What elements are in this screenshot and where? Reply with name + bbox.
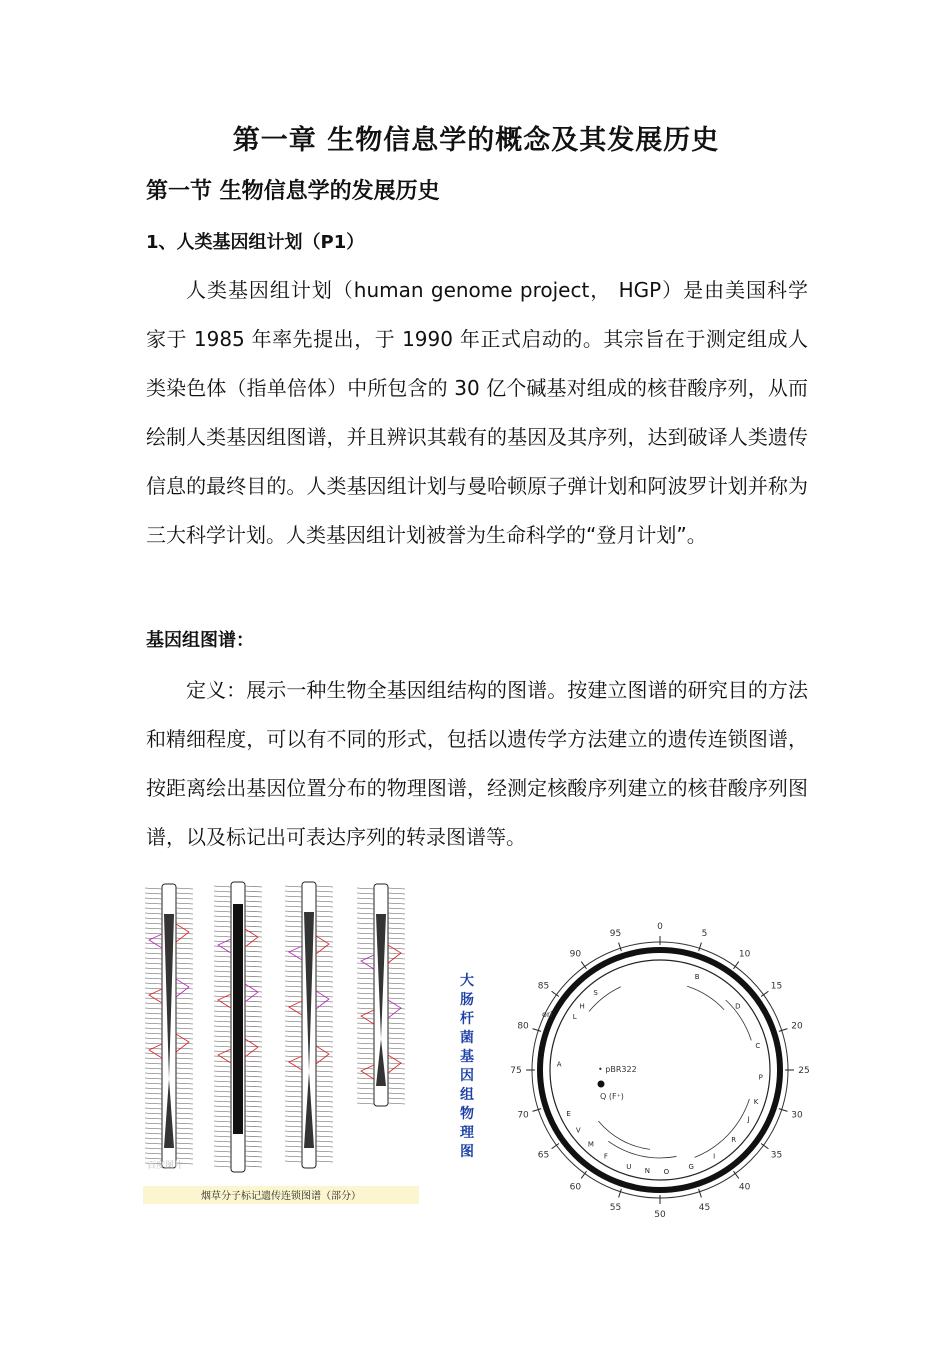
map-tick	[533, 1109, 542, 1112]
linkage-map-image	[143, 872, 419, 1186]
operon-arc	[608, 1141, 676, 1158]
gene-label: N	[644, 1167, 650, 1176]
gene-label: S	[593, 989, 598, 998]
vertical-label-char: 肠	[460, 992, 474, 1008]
vertical-label-char: 物	[460, 1106, 474, 1122]
plasmid-label: • pBR322	[598, 1065, 637, 1074]
gene-label: P	[758, 1073, 763, 1082]
gene-label: L	[572, 1012, 577, 1021]
ori-label: ori	[542, 1010, 553, 1019]
map-tick-label: 95	[609, 929, 622, 940]
linkage-map-caption: 烟草分子标记遗传连锁图谱（部分）	[201, 1191, 361, 1202]
plasmid-dot	[598, 1081, 605, 1088]
gene-label: O	[663, 1167, 670, 1176]
gene-label: K	[753, 1098, 759, 1107]
gene-label: F	[603, 1152, 608, 1161]
operon-arc	[695, 1099, 750, 1157]
operon-arc	[687, 986, 724, 1009]
watermark: 百度图片	[147, 1161, 184, 1171]
chromosome-3	[285, 882, 333, 1168]
gene-label: B	[694, 973, 700, 982]
vertical-label-char: 组	[460, 1087, 474, 1103]
map-tick	[619, 943, 622, 952]
vertical-label-char: 基	[460, 1049, 474, 1065]
vertical-label-char: 杆	[460, 1011, 474, 1027]
gene-label: U	[626, 1163, 632, 1172]
ecoli-physical-map	[454, 893, 810, 1220]
gene-label: E	[566, 1110, 571, 1119]
map-tick-label: 10	[738, 949, 751, 960]
gene-label: V	[575, 1126, 581, 1135]
map-tick-label: 25	[798, 1066, 810, 1076]
section-title: 第一节 生物信息学的发展历史	[146, 179, 440, 204]
gene-label: G	[688, 1163, 694, 1172]
map-tick-label: 30	[791, 1110, 803, 1121]
chromosome-2	[214, 882, 262, 1172]
map-tick	[533, 1029, 542, 1032]
map-tick-label: 90	[569, 949, 582, 960]
map-tick-label: 15	[770, 981, 783, 992]
chromosome-1	[145, 884, 193, 1168]
gene-label: J	[747, 1115, 750, 1124]
genome-ring	[510, 922, 809, 1220]
gene-label: I	[713, 1152, 716, 1161]
gene-label: H	[579, 1002, 585, 1011]
chromosome-4	[357, 884, 405, 1106]
vertical-label-char: 理	[460, 1125, 474, 1141]
paragraph-hgp: 人类基因组计划（human genome project， HGP）是由美国科学家于 1985 年率先提出，于 1990 年正式启动的。其宗旨在于测定组成人类染色体（指单倍体）中所包含的 30 亿个碱基对组成的核苷酸序列，从而绘制人类基因组图谱，并且辨识其载有的基因及其序列，达到破译人类遗传信息的最终目的。人类基因组计划与曼哈顿原子弹计划和阿波罗计划并称为三大科学计划。人类基因组计划被誉为生命科学的“登月计划”。	[146, 278, 808, 547]
chapter-title: 第一章 生物信息学的概念及其发展历史	[232, 125, 720, 156]
map-tick	[699, 1189, 702, 1198]
vertical-label	[460, 972, 475, 1160]
map-tick-label: 50	[654, 1210, 666, 1220]
map-tick-label: 0	[657, 922, 663, 932]
map-tick-label: 55	[609, 1202, 622, 1213]
map-tick-label: 40	[738, 1182, 751, 1193]
subsection-title: 1、人类基因组计划（P1）	[146, 232, 365, 253]
vertical-label-char: 大	[460, 973, 474, 989]
map-tick-label: 5	[701, 929, 708, 940]
gene-label: A	[556, 1060, 562, 1069]
map-tick	[619, 1189, 622, 1198]
linkage-map-figure	[143, 872, 419, 1204]
linkage-map-caption-strip	[143, 1186, 419, 1204]
paragraph-definition: 定义：展示一种生物全基因组结构的图谱。按建立图谱的研究目的方法和精细程度，可以有不同的形式，包括以遗传学方法建立的遗传连锁图谱，按距离绘出基因位置分布的物理图谱，经测定核酸序列建立的核苷酸序列图谱，以及标记出可表达序列的转录图谱等。	[146, 678, 808, 849]
map-tick-label: 35	[770, 1150, 783, 1161]
gene-label: D	[735, 1002, 741, 1011]
vertical-label-char: 菌	[460, 1030, 474, 1046]
gene-label: M	[587, 1140, 594, 1149]
map-tick-label: 45	[698, 1202, 711, 1213]
gene-label: C	[755, 1041, 761, 1050]
map-tick-label: 75	[510, 1066, 522, 1076]
vertical-label-char: 图	[460, 1144, 474, 1160]
q-label: Q (F⁺)	[600, 1092, 624, 1101]
map-tick-label: 85	[537, 981, 550, 992]
map-tick-label: 20	[791, 1021, 803, 1032]
vertical-label-char: 因	[460, 1068, 474, 1084]
map-tick	[779, 1029, 788, 1032]
map-tick-label: 60	[569, 1182, 582, 1193]
map-tick	[779, 1109, 788, 1112]
map-tick-label: 70	[517, 1110, 529, 1121]
map-tick	[699, 943, 702, 952]
ecoli-map-figure	[454, 893, 810, 1220]
map-tick-label: 65	[537, 1150, 550, 1161]
genome-map-heading: 基因组图谱：	[146, 630, 254, 651]
gene-label: R	[731, 1136, 737, 1145]
operon-arc	[598, 1121, 650, 1149]
map-tick-label: 80	[517, 1021, 529, 1032]
